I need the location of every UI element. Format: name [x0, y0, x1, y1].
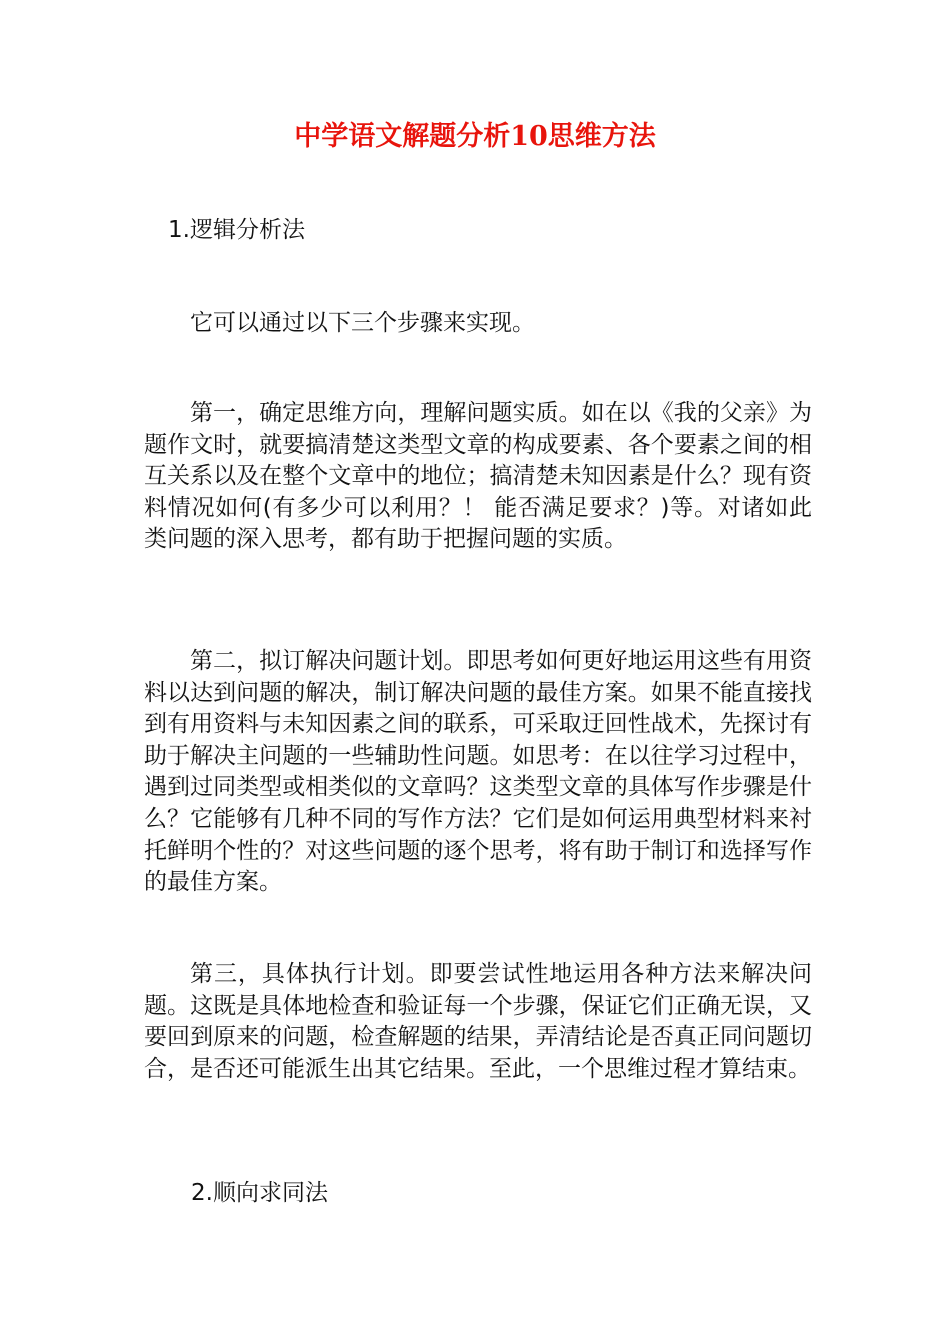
paragraph: 第三，具体执行计划。即要尝试性地运用各种方法来解决问题。这既是具体地检查和验证每一个步骤，保证它们正确无误，又要回到原来的问题，检查解题的结果，弄清结论是否真正同问题切合，是否还可能派生出其它结果。至此，一个思维过程才算结束。	[144, 961, 812, 1082]
section-heading: 2.顺向求同法	[191, 1180, 328, 1206]
paragraph: 第二，拟订解决问题计划。即思考如何更好地运用这些有用资料以达到问题的解决，制订解决问题的最佳方案。如果不能直接找到有用资料与未知因素之间的联系，可采取迂回性战术，先探讨有助于解决主问题的一些辅助性问题。如思考：在以往学习过程中，遇到过同类型或相类似的文章吗？这类型文章的具体写作步骤是什么？它能够有几种不同的写作方法？它们是如何运用典型材料来衬托鲜明个性的？对这些问题的逐个思考，将有助于制订和选择写作的最佳方案。	[144, 648, 812, 896]
section-heading: 1.逻辑分析法	[168, 217, 305, 243]
document-title: 中学语文解题分析10思维方法	[294, 121, 656, 152]
paragraph: 它可以通过以下三个步骤来实现。	[190, 310, 535, 336]
paragraph: 第一，确定思维方向，理解问题实质。如在以《我的父亲》为题作文时，就要搞清楚这类型文章的构成要素、各个要素之间的相互关系以及在整个文章中的地位；搞清楚未知因素是什么？现有资料情况如何(有多少可以利用？！ 能否满足要求？)等。对诸如此类问题的深入思考，都有助于把握问题的实质。	[144, 400, 812, 553]
